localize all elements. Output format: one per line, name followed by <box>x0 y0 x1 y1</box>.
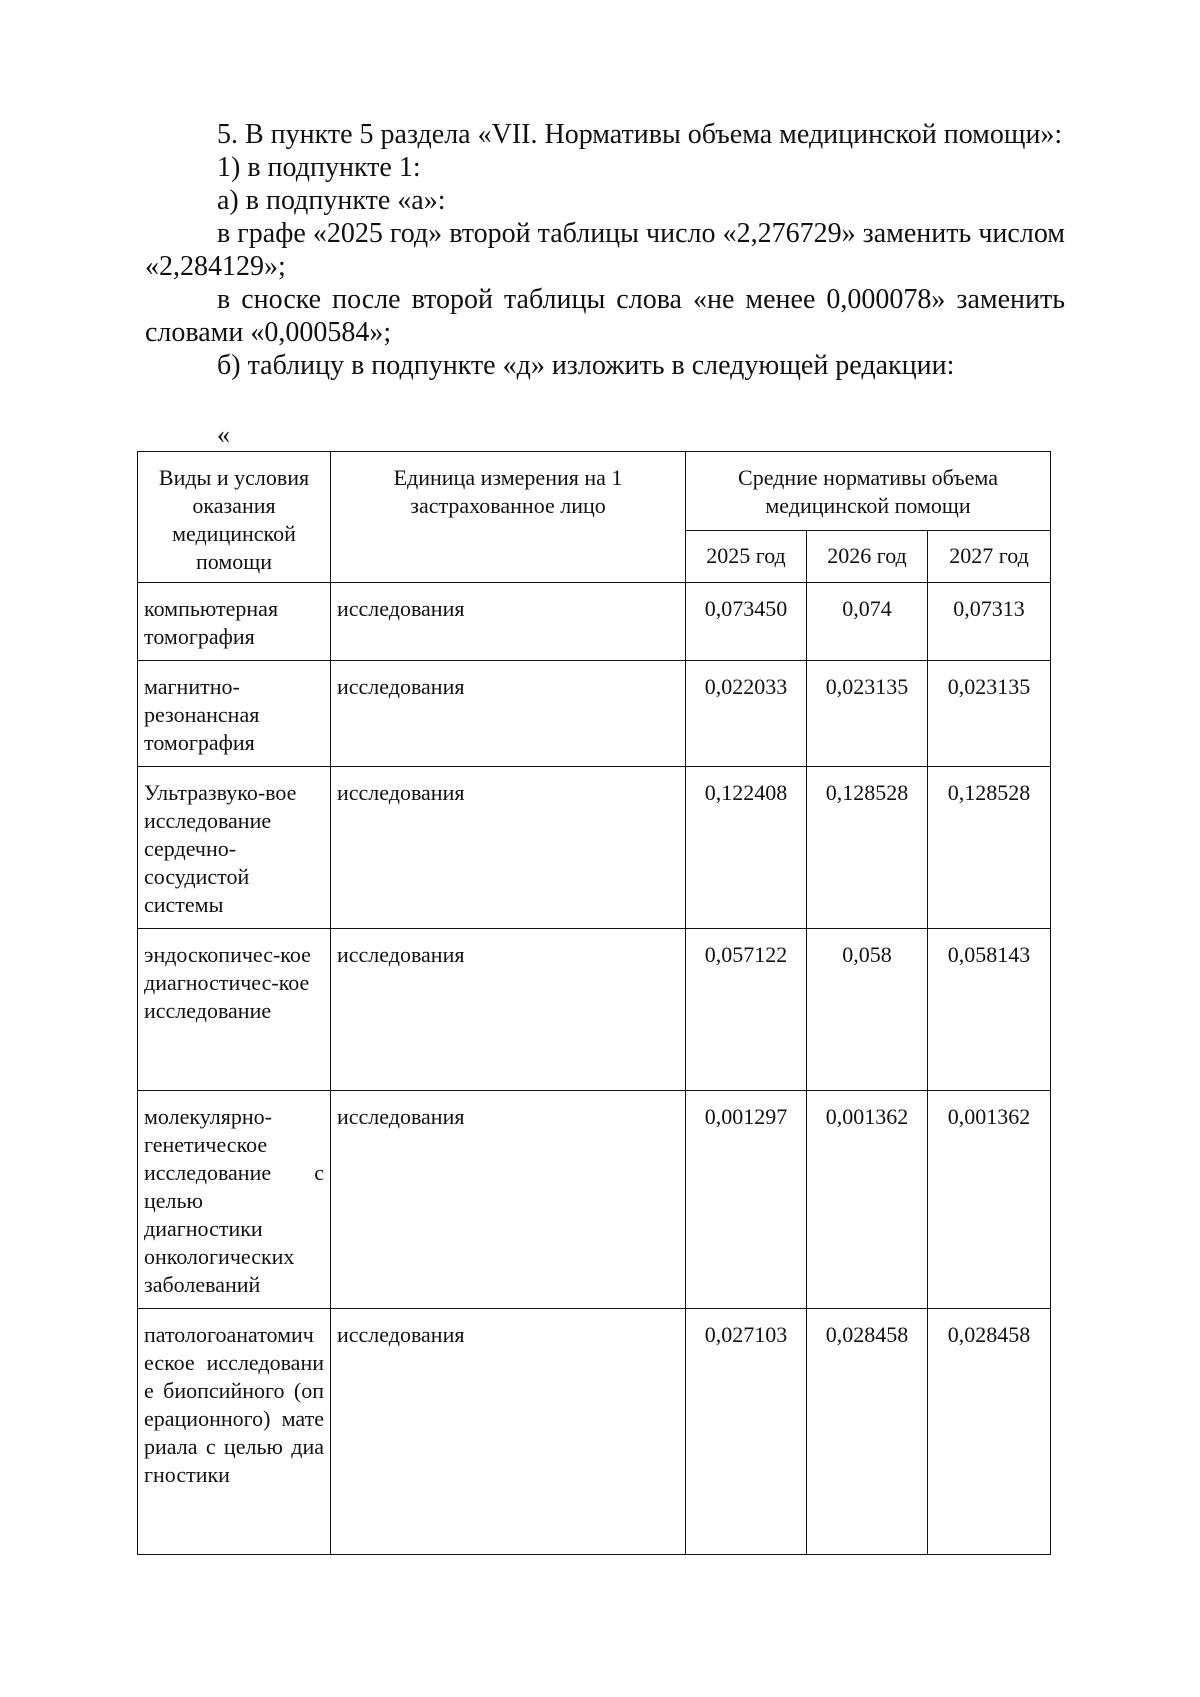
row-value-2027: 0,058143 <box>928 929 1051 1091</box>
header-year-2026: 2026 год <box>807 531 928 583</box>
paragraph-subitem-b: б) таблицу в подпункте «д» изложить в следующей редакции: <box>217 350 955 381</box>
row-kind: патологоанатомическое исследование биопсийного (операционного) материала с целью диагностики <box>138 1309 331 1555</box>
row-value-2025: 0,057122 <box>686 929 807 1091</box>
row-unit: исследования <box>331 1309 686 1555</box>
row-value-2025: 0,022033 <box>686 661 807 767</box>
row-value-2026: 0,074 <box>807 583 928 661</box>
table-row <box>138 929 1051 1091</box>
paragraph-subitem-1: 1) в подпункте 1: <box>217 152 421 183</box>
row-value-2025: 0,027103 <box>686 1309 807 1555</box>
row-value-2026: 0,128528 <box>807 767 928 929</box>
amendment-text <box>145 118 1065 382</box>
row-kind: магнитно-резонансная томография <box>138 661 331 767</box>
row-value-2025: 0,122408 <box>686 767 807 929</box>
row-value-2027: 0,028458 <box>928 1309 1051 1555</box>
row-kind: молекулярно-генетическое исследование с целью диагностики онкологических заболеваний <box>138 1091 331 1309</box>
row-unit: исследования <box>331 767 686 929</box>
row-kind: Ультразвуко-вое исследование сердечно-сосудистой системы <box>138 767 331 929</box>
table-row <box>138 583 1051 661</box>
table-row <box>138 767 1051 929</box>
row-kind: эндоскопичес-кое диагностичес-кое исследование <box>138 929 331 1091</box>
row-value-2026: 0,001362 <box>807 1091 928 1309</box>
header-year-2025: 2025 год <box>686 531 807 583</box>
row-unit: исследования <box>331 583 686 661</box>
row-value-2027: 0,001362 <box>928 1091 1051 1309</box>
table-row <box>138 1309 1051 1555</box>
paragraph-subitem-a: а) в подпункте «а»: <box>217 185 446 216</box>
row-value-2027: 0,128528 <box>928 767 1051 929</box>
row-value-2027: 0,07313 <box>928 583 1051 661</box>
row-value-2026: 0,023135 <box>807 661 928 767</box>
medical-care-norms-table <box>137 451 1051 1555</box>
opening-quote-mark: « <box>217 420 230 449</box>
row-value-2025: 0,001297 <box>686 1091 807 1309</box>
header-unit: Единица измерения на 1 застрахованное лицо <box>331 452 686 583</box>
header-kind: Виды и условия оказания медицинской помощи <box>138 452 331 583</box>
row-value-2027: 0,023135 <box>928 661 1051 767</box>
row-value-2026: 0,058 <box>807 929 928 1091</box>
table-row <box>138 1091 1051 1309</box>
table-header-row <box>138 452 1051 531</box>
row-unit: исследования <box>331 1091 686 1309</box>
row-value-2025: 0,073450 <box>686 583 807 661</box>
paragraph-item-5: 5. В пункте 5 раздела «VII. Нормативы объема медицинской помощи»: <box>217 119 1063 150</box>
header-norms: Средние нормативы объема медицинской помощи <box>686 452 1051 531</box>
table-row <box>138 661 1051 767</box>
row-unit: исследования <box>331 929 686 1091</box>
header-year-2027: 2027 год <box>928 531 1051 583</box>
row-kind: компьютерная томография <box>138 583 331 661</box>
row-unit: исследования <box>331 661 686 767</box>
paragraph-footnote: в сноске после второй таблицы слова «не менее 0,000078» заменить словами «0,000584»; <box>145 284 1065 348</box>
paragraph-column-2025: в графе «2025 год» второй таблицы число «2,276729» заменить числом «2,284129»; <box>145 218 1065 282</box>
row-value-2026: 0,028458 <box>807 1309 928 1555</box>
